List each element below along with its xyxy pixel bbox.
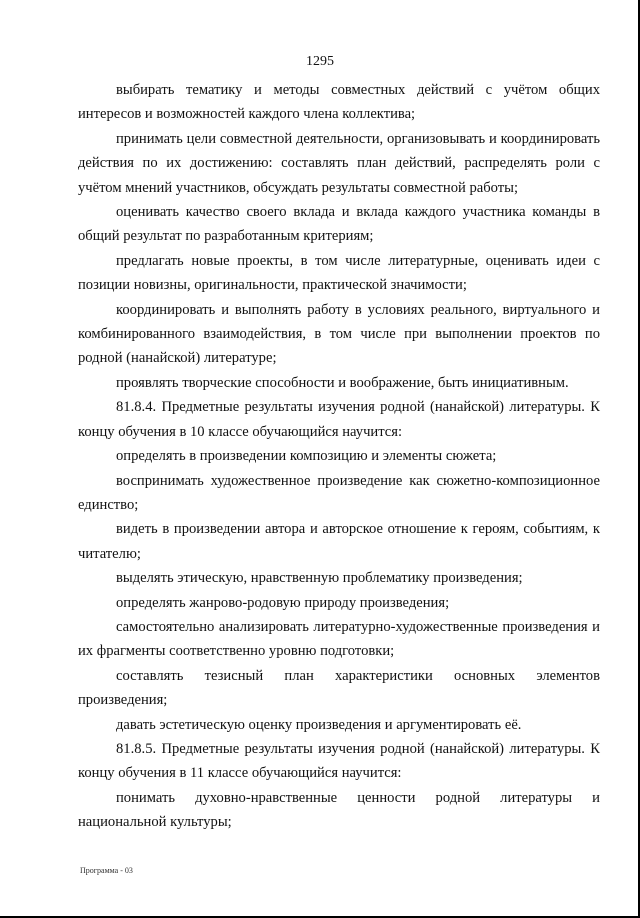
paragraph: проявлять творческие способности и воображение, быть инициативным. [116,374,569,391]
paragraph: принимать цели совместной деятельности, организовывать и координировать действия по их достижению: составлять план действий, распределять роли с учётом мнений участников, обсуждать результаты совместной работы; [78,130,600,196]
paragraph: понимать духовно-нравственные ценности родной литературы и национальной культуры; [78,789,600,831]
paragraph: координировать и выполнять работу в условиях реального, виртуального и комбинированного взаимодействия, в том числе при выполнении проектов по родной (нанайской) литературе; [78,301,600,367]
section-paragraph: 81.8.4. Предметные результаты изучения родной (нанайской) литературы. К концу обучения в 10 классе обучающийся научится: [78,399,600,440]
paragraph: воспринимать художественное произведение как сюжетно-композиционное единство; [78,472,600,513]
paragraph: самостоятельно анализировать литературно-художественные произведения и их фрагменты соответственно уровню подготовки; [78,618,600,660]
paragraph: определять в произведении композицию и элементы сюжета; [116,448,497,465]
paragraph: оценивать качество своего вклада и вклада каждого участника команды в общий результат по разработанным критериям; [78,204,600,245]
paragraph: выбирать тематику и методы совместных действий с учётом общих интересов и возможностей каждого члена коллектива; [78,82,600,123]
page-number: 1295 [306,54,334,69]
section-paragraph: 81.8.5. Предметные результаты изучения родной (нанайской) литературы. К концу обучения в 11 классе обучающийся научится: [78,740,600,782]
paragraph: выделять этическую, нравственную проблематику произведения; [116,570,523,587]
paragraph: видеть в произведении автора и авторское отношение к героям, событиям, к читателю; [78,521,600,562]
paragraph: давать эстетическую оценку произведения и аргументировать её. [116,716,522,733]
footer-note: Программа - 03 [80,866,133,875]
paragraph: определять жанрово-родовую природу произведения; [116,594,450,611]
paragraph: предлагать новые проекты, в том числе литературные, оценивать идеи с позиции новизны, оригинальности, практической значимости; [78,252,600,294]
document-body [78,78,600,835]
paragraph: составлять тезисный план характеристики основных элементов произведения; [78,667,600,709]
